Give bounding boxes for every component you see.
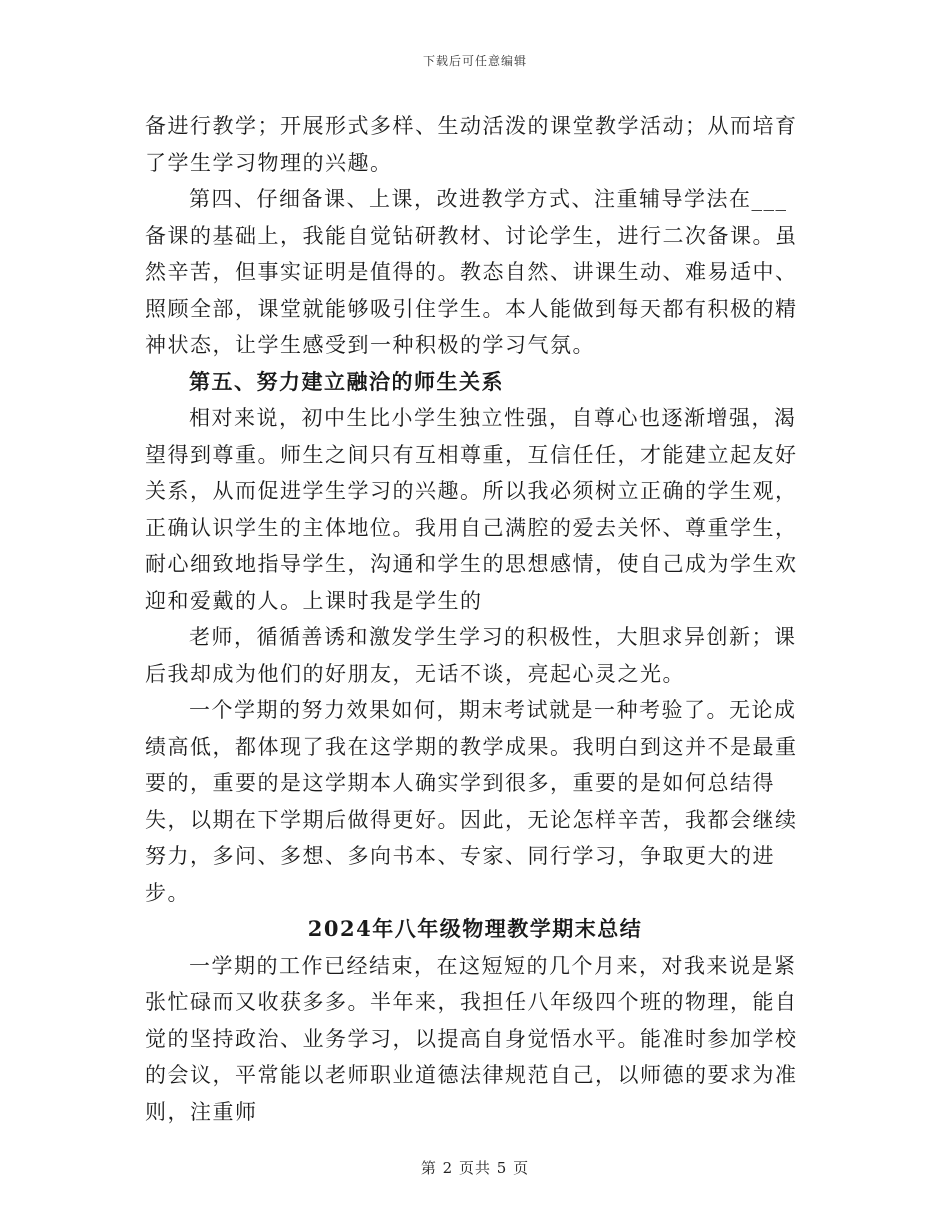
page-header: 下载后可任意编辑 <box>422 54 527 68</box>
paragraph-after-class: 老师，循循善诱和激发学生学习的积极性，大胆求异创新；课后我却成为他们的好朋友，无话不谈，亮起心灵之光。 <box>145 625 797 686</box>
paragraph-semester-result: 一个学期的努力效果如何，期末考试就是一种考验了。无论成绩高低，都体现了我在这学期的教学成果。我明白到这并不是最重要的，重要的是这学期本人确实学到很多，重要的是如何总结得失，以期在下学期后做得更好。因此，无论怎样辛苦，我都会继续努力，多问、多想、多向书本、专家、同行学习，争取更大的进步。 <box>145 698 798 905</box>
paragraph-continuation: 备进行教学；开展形式多样、生动活泼的课堂教学活动；从而培育了学生学习物理的兴趣。 <box>145 114 798 175</box>
paragraph-point-four: 第四、仔细备课、上课，改进教学方式、注重辅导学法在___备课的基础上，我能自觉钻研教材、讨论学生，进行二次备课。虽然辛苦，但事实证明是值得的。教态自然、讲课生动、难易适中、照顾全部，课堂就能够吸引住学生。本人能做到每天都有积极的精神状态，让学生感受到一种积极的学习气氛。 <box>145 187 798 357</box>
paragraph-summary-intro: 一学期的工作已经结束，在这短短的几个月来，对我来说是紧张忙碌而又收获多多。半年来，我担任八年级四个班的物理，能自觉的坚持政治、业务学习，以提高自身觉悟水平。能准时参加学校的会议，平常能以老师职业道德法律规范自己，以师德的要求为准则，注重师 <box>145 953 798 1124</box>
document-body <box>145 108 805 1130</box>
document-title: 2024年八年级物理教学期末总结 <box>307 916 643 941</box>
page-footer: 第 2 页共 5 页 <box>420 1159 530 1177</box>
paragraph-teacher-student: 相对来说，初中生比小学生独立性强，自尊心也逐渐增强，渴望得到尊重。师生之间只有互相尊重，互信任任，才能建立起友好关系，从而促进学生学习的兴趣。所以我必须树立正确的学生观，正确认识学生的主体地位。我用自己满腔的爱去关怀、尊重学生，耐心细致地指导学生，沟通和学生的思想感情，使自己成为学生欢迎和爱戴的人。上课时我是学生的 <box>145 406 798 613</box>
section-heading-point-five: 第五、努力建立融洽的师生关系 <box>189 368 504 394</box>
